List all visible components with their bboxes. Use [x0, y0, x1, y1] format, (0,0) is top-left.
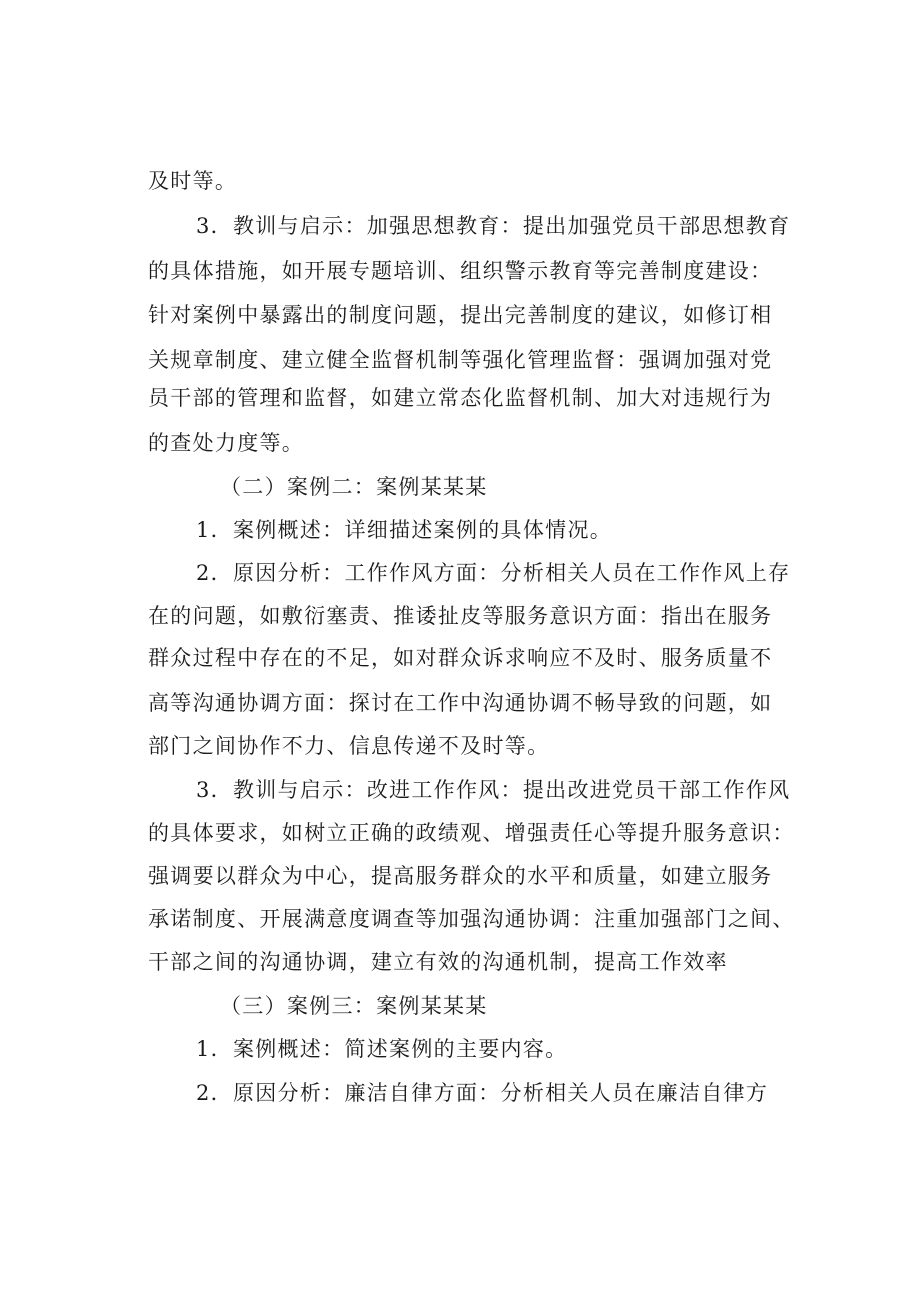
paragraph-line: 干部之间的沟通协调，建立有效的沟通机制，提高工作效率	[148, 950, 728, 974]
paragraph-line: 高等沟通协调方面：探讨在工作中沟通协调不畅导致的问题，如	[148, 691, 773, 715]
paragraph-line: 员干部的管理和监督，如建立常态化监督机制、加大对违规行为	[148, 386, 773, 410]
paragraph-line: 承诺制度、开展满意度调查等加强沟通协调：注重加强部门之间、	[148, 907, 795, 931]
paragraph-line: 在的问题，如敷衍塞责、推诿扯皮等服务意识方面：指出在服务	[148, 604, 773, 628]
paragraph-line: 关规章制度、建立健全监督机制等强化管理监督：强调加强对党	[148, 348, 773, 372]
paragraph-line: 2．原因分析：工作作风方面：分析相关人员在工作作风上存	[196, 561, 791, 585]
paragraph-line: 及时等。	[148, 169, 238, 193]
paragraph-line: 1．案例概述：简述案例的主要内容。	[196, 1037, 568, 1061]
paragraph-line: 针对案例中暴露出的制度问题，提出完善制度的建议，如修订相	[148, 303, 773, 327]
paragraph-line: 强调要以群众为中心，提高服务群众的水平和质量，如建立服务	[148, 864, 773, 888]
section-heading: （二）案例二：案例某某某	[220, 475, 488, 499]
paragraph-line: 2．原因分析：廉洁自律方面：分析相关人员在廉洁自律方	[196, 1081, 769, 1105]
paragraph-line: 的具体措施，如开展专题培训、组织警示教育等完善制度建设：	[148, 259, 773, 283]
paragraph-line: 3．教训与启示：加强思想教育：提出加强党员干部思想教育	[196, 214, 791, 238]
paragraph-line: 1．案例概述：详细描述案例的具体情况。	[196, 518, 613, 542]
section-heading: （三）案例三：案例某某某	[220, 994, 488, 1018]
paragraph-line: 群众过程中存在的不足，如对群众诉求响应不及时、服务质量不	[148, 646, 773, 670]
paragraph-line: 部门之间协作不力、信息传递不及时等。	[148, 734, 550, 758]
paragraph-line: 3．教训与启示：改进工作作风：提出改进党员干部工作作风	[196, 778, 791, 802]
paragraph-line: 的具体要求，如树立正确的政绩观、增强责任心等提升服务意识：	[148, 821, 795, 845]
paragraph-line: 的查处力度等。	[148, 431, 305, 455]
